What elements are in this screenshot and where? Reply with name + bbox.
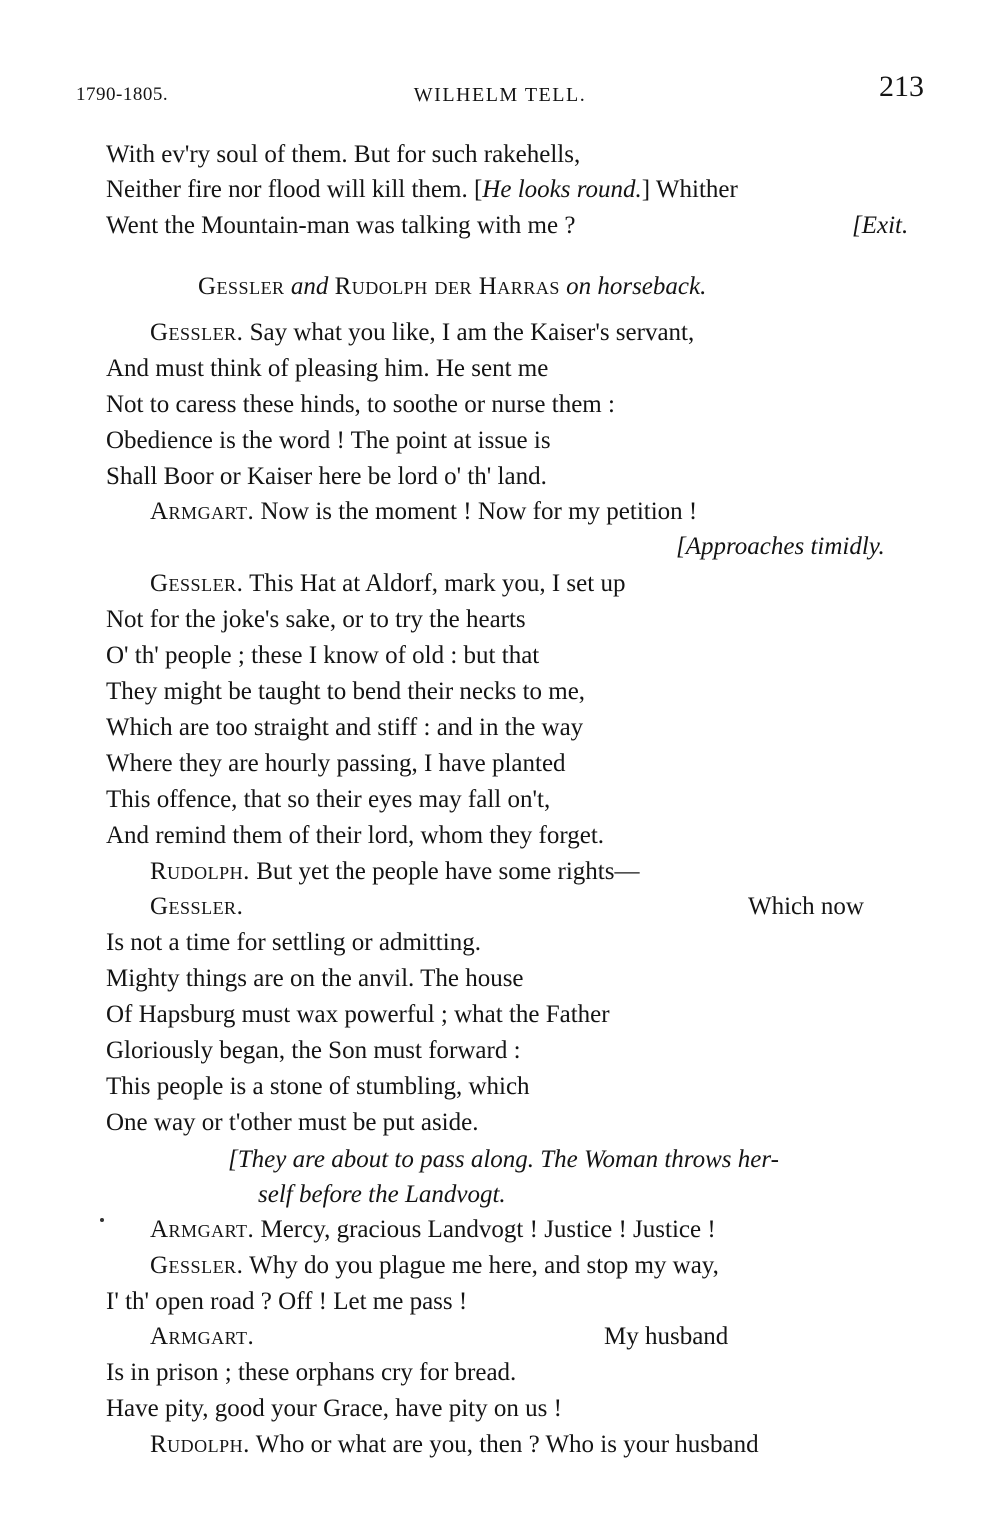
- speaker-name: Armgart.: [150, 1216, 255, 1243]
- speech-text: Say what you like, I am the Kaiser's servant,: [243, 319, 695, 346]
- verse-text: Neither fire nor flood will kill them. [: [106, 176, 483, 203]
- speaker-name: Gessler.: [150, 893, 244, 920]
- speech-line: [150, 497, 697, 527]
- speaker-name: Rudolph.: [150, 1431, 250, 1458]
- speech-line: [150, 1322, 254, 1352]
- speech-line: [150, 1430, 759, 1460]
- speech-line: [150, 569, 625, 599]
- verse-line: This people is a stone of stumbling, which: [106, 1073, 530, 1100]
- verse-line: Is not a time for settling or admitting.: [106, 929, 481, 956]
- stage-direction: on horseback.: [559, 273, 707, 300]
- verse-line: Is in prison ; these orphans cry for bread.: [106, 1359, 517, 1386]
- character-name: Rudolph der Harras: [334, 273, 560, 300]
- speech-text: Now is the moment ! Now for my petition !: [254, 498, 698, 525]
- header-years: 1790-1805.: [76, 84, 169, 105]
- speaker-name: Rudolph.: [150, 858, 250, 885]
- verse-line: Obedience is the word ! The point at issue is: [106, 427, 551, 454]
- verse-line: Went the Mountain-man was talking with me ?: [106, 212, 576, 239]
- speech-text: My husband: [604, 1323, 729, 1350]
- verse-line: Where they are hourly passing, I have planted: [106, 750, 566, 777]
- page-number: 213: [879, 70, 924, 103]
- verse-line: Shall Boor or Kaiser here be lord o' th' land.: [106, 463, 547, 490]
- verse-line: Not to caress these hinds, to soothe or nurse them :: [106, 391, 615, 418]
- verse-line: Of Hapsburg must wax powerful ; what the Father: [106, 1001, 610, 1028]
- speech-line: [150, 892, 243, 922]
- speech-text: This Hat at Aldorf, mark you, I set up: [243, 570, 626, 597]
- speech-line: [150, 1251, 719, 1281]
- exit-direction: [Exit.: [852, 212, 909, 239]
- verse-line: With ev'ry soul of them. But for such rakehells,: [106, 141, 581, 168]
- verse-line: Not for the joke's sake, or to try the hearts: [106, 606, 526, 633]
- speaker-name: Armgart.: [150, 498, 255, 525]
- speaker-name: Gessler.: [150, 1252, 244, 1279]
- verse-line: This offence, that so their eyes may fall on't,: [106, 786, 551, 813]
- verse-line: And must think of pleasing him. He sent me: [106, 355, 549, 382]
- speech-text: Who or what are you, then ? Who is your husband: [249, 1431, 759, 1458]
- verse-line: [106, 175, 738, 205]
- stage-direction: self before the Landvogt.: [258, 1181, 506, 1208]
- stage-direction: and: [284, 273, 335, 300]
- verse-line: One way or t'other must be put aside.: [106, 1109, 479, 1136]
- verse-line: O' th' people ; these I know of old : but that: [106, 642, 540, 669]
- scene-heading: [198, 272, 706, 302]
- running-header: [76, 70, 924, 110]
- stage-direction: [They are about to pass along. The Woman throws her-: [228, 1146, 779, 1173]
- verse-text: ] Whither: [641, 176, 738, 203]
- ink-speck: [100, 1218, 104, 1222]
- verse-line: They might be taught to bend their necks to me,: [106, 678, 586, 705]
- speaker-name: Gessler.: [150, 319, 244, 346]
- speaker-name: Gessler.: [150, 570, 244, 597]
- speech-text: But yet the people have some rights—: [249, 858, 640, 885]
- verse-line: Have pity, good your Grace, have pity on us !: [106, 1395, 562, 1422]
- stage-direction: [Approaches timidly.: [676, 533, 885, 560]
- verse-line: Gloriously began, the Son must forward :: [106, 1037, 521, 1064]
- speech-text: Why do you plague me here, and stop my way,: [243, 1252, 719, 1279]
- character-name: Gessler: [198, 273, 285, 300]
- verse-line: Mighty things are on the anvil. The house: [106, 965, 524, 992]
- verse-line: Which are too straight and stiff : and in the way: [106, 714, 584, 741]
- header-title: WILHELM TELL.: [413, 84, 587, 106]
- verse-line: And remind them of their lord, whom they forget.: [106, 822, 605, 849]
- speech-line: [150, 318, 694, 348]
- stage-direction: He looks round.: [482, 176, 642, 203]
- verse-line: I' th' open road ? Off ! Let me pass !: [106, 1288, 468, 1315]
- speech-line: [150, 1215, 716, 1245]
- speaker-name: Armgart.: [150, 1323, 255, 1350]
- speech-text: Which now: [748, 893, 864, 920]
- speech-line: [150, 857, 639, 887]
- speech-text: Mercy, gracious Landvogt ! Justice ! Justice !: [254, 1216, 716, 1243]
